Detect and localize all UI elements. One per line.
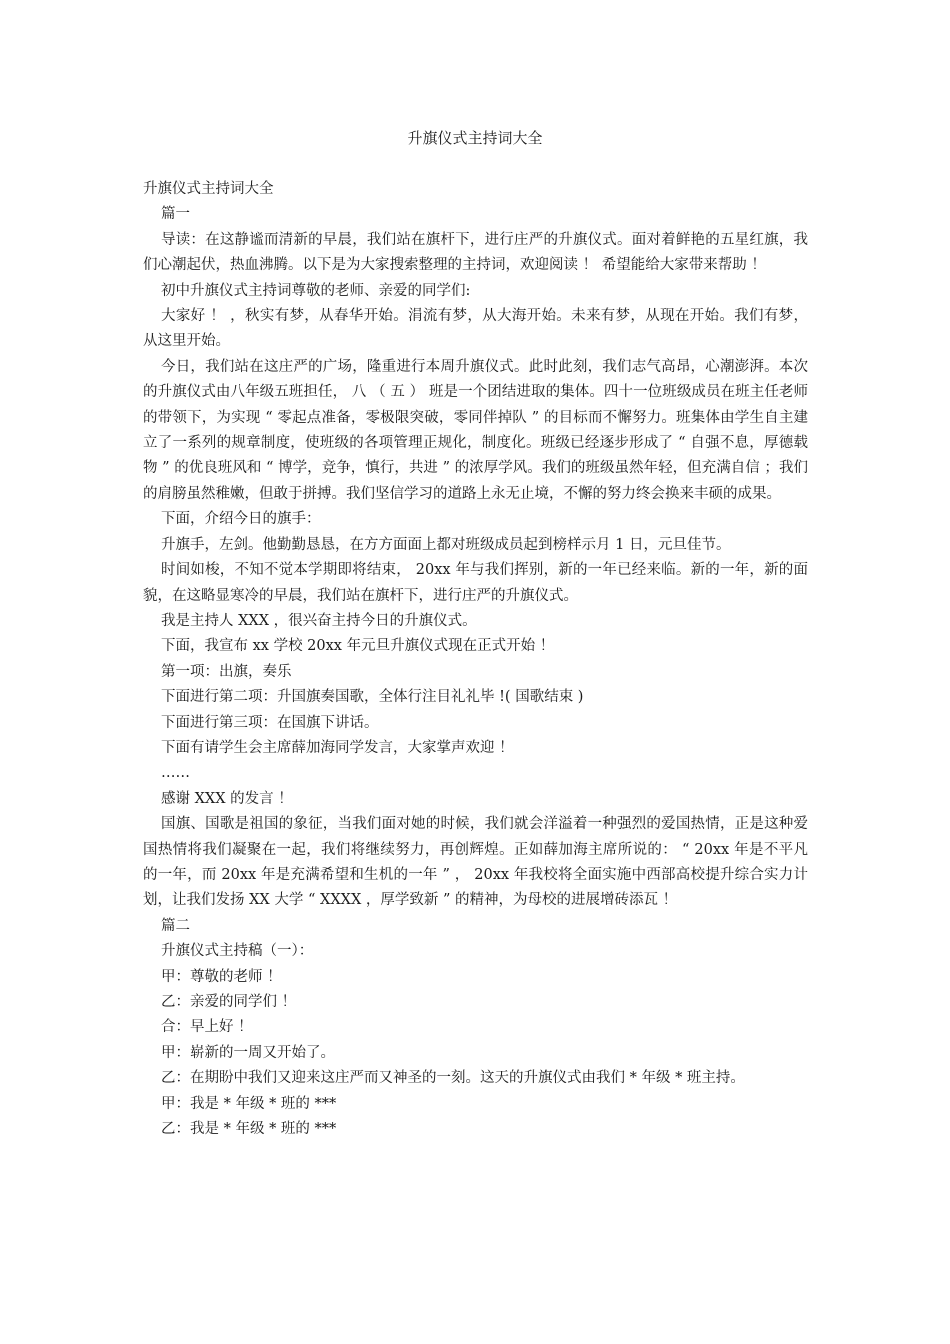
- paragraph: 乙：我是 * 年级 * 班的 ***: [161, 1121, 337, 1138]
- paragraph: 甲：崭新的一周又开始了。: [161, 1044, 335, 1061]
- paragraph: 下面，介绍今日的旗手：: [161, 511, 321, 528]
- paragraph: 今日，我们站在这庄严的广场，隆重进行本周升旗仪式。此时此刻，我们志气高昂，心潮澎湃。本次的升旗仪式由八年级五班担任， 八 （ 五 ） 班是一个团结进取的集体。四十一位班级成员在班主任老师的带领下，为实现 “ 零起点准备，零极限突破，零同伴掉队 ” 的目标而不懈努力。班集体由学生自主建立了一系列的规章制度，使班级的各项管理正规化，制度化。班级已经逐步形成了 “ 自强不息，厚德载物 ” 的优良班风和 “ 博学，竞争，慎行，共进 ” 的浓厚学风。我们的班级虽然年轻，但充满自信 ；我们的肩膀虽然稚嫩，但敢于拼搏。我们坚信学习的道路上永无止境，不懈的努力终会换来丰硕的成果。: [143, 358, 808, 502]
- paragraph: 我是主持人 XXX ，很兴奋主持今日的升旗仪式。: [161, 612, 477, 629]
- document-body: [143, 177, 808, 1142]
- paragraph: 合：早上好 ！: [161, 1019, 253, 1036]
- paragraph: 感谢 XXX 的发言 ！: [161, 790, 293, 807]
- paragraph: 初中升旗仪式主持词尊敬的老师、亲爱的同学们:: [161, 282, 471, 299]
- paragraph: 乙：亲爱的同学们 ！: [161, 994, 297, 1010]
- paragraph: 下面有请学生会主席薛加海同学发言，大家掌声欢迎 ！: [161, 739, 514, 756]
- section-heading: 升旗仪式主持词大全: [143, 181, 274, 197]
- paragraph: 篇一: [161, 206, 190, 223]
- paragraph: ……: [161, 765, 190, 782]
- paragraph: 导读：在这静谧而清新的早晨，我们站在旗杆下，进行庄严的升旗仪式。面对着鲜艳的五星红旗，我们心潮起伏，热血沸腾。以下是为大家搜索整理的主持词，欢迎阅读 ！ 希望能给大家带来帮助 ！: [143, 231, 808, 274]
- paragraph: 篇二: [161, 917, 190, 934]
- paragraph: 下面进行第二项：升国旗奏国歌，全体行注目礼礼毕 !( 国歌结束 ): [161, 689, 584, 706]
- paragraph: 乙：在期盼中我们又迎来这庄严而又神圣的一刻。这天的升旗仪式由我们 * 年级 * 班主持。: [161, 1070, 745, 1087]
- paragraph: 升旗手，左剑。他勤勤恳恳，在方方面面上都对班级成员起到榜样示月 1 日，元旦佳节。: [161, 536, 731, 553]
- paragraph: 下面进行第三项：在国旗下讲话。: [161, 714, 379, 731]
- paragraph: 大家好 ！ ，秋实有梦，从春华开始。涓流有梦，从大海开始。未来有梦，从现在开始。我们有梦，从这里开始。: [143, 308, 808, 350]
- paragraph: 时间如梭，不知不觉本学期即将结束， 20xx 年与我们挥别，新的一年已经来临。新的一年，新的面貌，在这略显寒冷的早晨，我们站在旗杆下，进行庄严的升旗仪式。: [143, 562, 808, 604]
- paragraph: 第一项：出旗，奏乐: [161, 663, 292, 680]
- paragraph: 升旗仪式主持稿（一）：: [161, 943, 314, 960]
- paragraph: 甲：尊敬的老师 ！: [161, 968, 282, 985]
- paragraph: 国旗、国歌是祖国的象征，当我们面对她的时候，我们就会洋溢着一种强烈的爱国热情，正是这种爱国热情将我们凝聚在一起，我们将继续努力，再创辉煌。正如薛加海主席所说的： “ 20xx 年是不平凡的一年，而 20xx 年是充满希望和生机的一年 ” ， 20xx 年我校将全面实施中西部高校提升综合实力计划，让我们发扬 XX 大学 “ XXXX ，厚学致新 ” 的精神，为母校的进展增砖添瓦 ！: [143, 816, 808, 909]
- paragraph: 甲：我是 * 年级 * 班的 ***: [161, 1095, 337, 1112]
- document-title: 升旗仪式主持词大全: [407, 129, 543, 147]
- paragraph: 下面，我宣布 xx 学校 20xx 年元旦升旗仪式现在正式开始 ！: [161, 638, 555, 655]
